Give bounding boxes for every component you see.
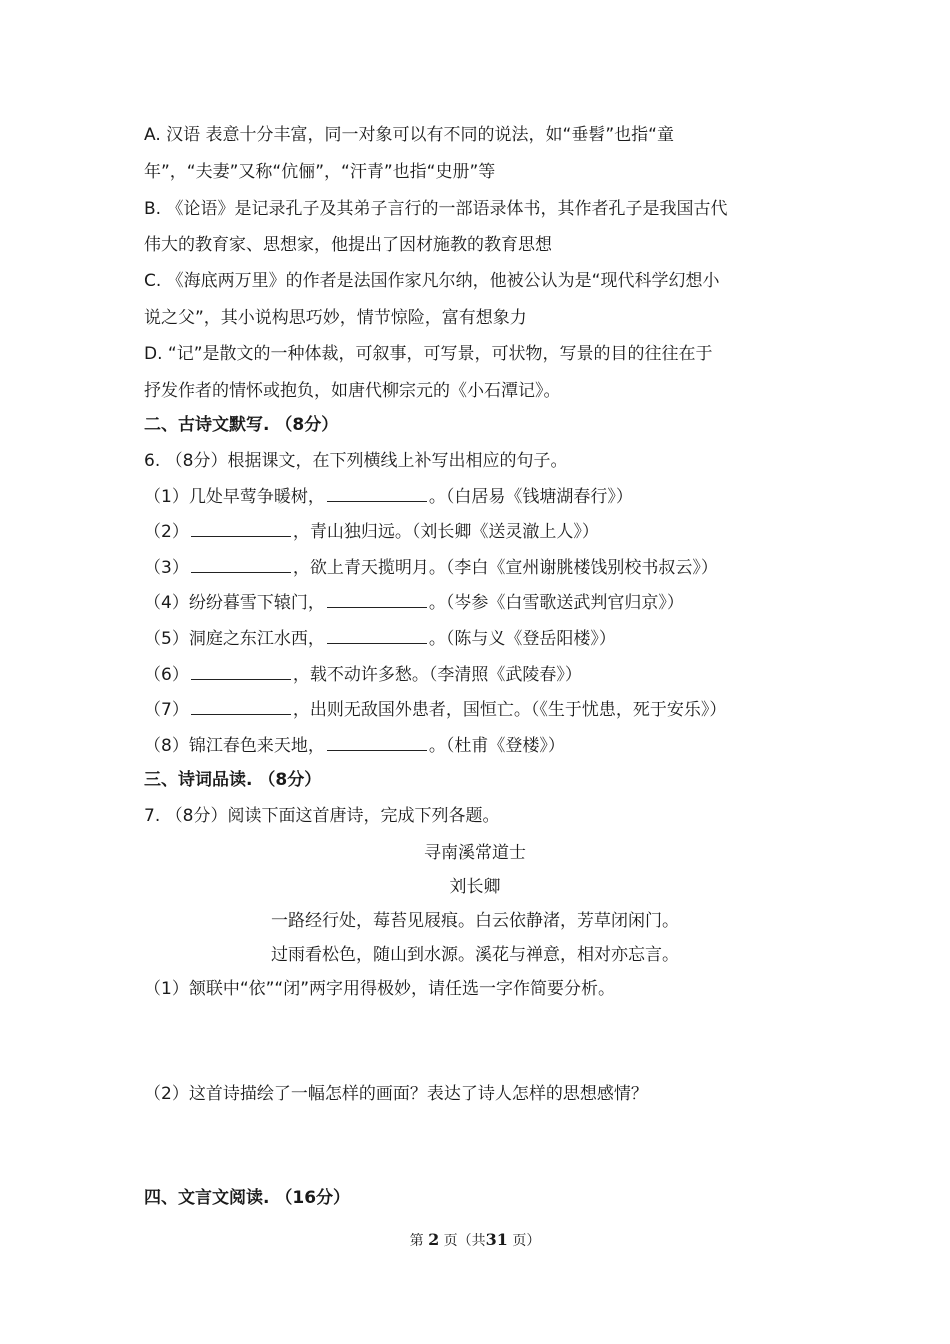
answer-blank[interactable] [327, 484, 427, 502]
fill-item-text: （8）锦江春色来天地， [144, 736, 325, 756]
fill-item-source: 。（陈与义《登岳阳楼》） [428, 629, 616, 649]
option-c-line2: 说之父”，其小说构思巧妙，情节惊险，富有想象力 [144, 308, 527, 328]
section-heading-3: 三、诗词品读. （8分） [144, 770, 322, 790]
answer-blank[interactable] [327, 590, 427, 608]
question-7: 7. （8分）阅读下面这首唐诗，完成下列各题。 [144, 806, 500, 826]
fill-item-source: ，欲上青天揽明月。（李白《宣州谢朓楼饯别校书叔云》） [292, 558, 718, 578]
option-a-line1: A. 汉语 表意十分丰富，同一对象可以有不同的说法，如“垂髫”也指“童 [144, 125, 674, 145]
fill-item-source: ，出则无敌国外患者，国恒亡。（《生于忧患，死于安乐》） [292, 700, 727, 720]
answer-blank[interactable] [327, 733, 427, 751]
question-7-part-1: （1）颔联中“依”“闭”两字用得极妙，请任选一字作简要分析。 [144, 979, 616, 999]
question-7-part-2: （2）这首诗描绘了一幅怎样的画面？表达了诗人怎样的思想感情？ [144, 1084, 648, 1104]
answer-blank[interactable] [191, 519, 291, 537]
fill-item-6 [144, 662, 582, 687]
total-pages: 31 [485, 1230, 508, 1249]
fill-item-source: 。（岑参《白雪歌送武判官归京》） [428, 593, 684, 613]
answer-blank[interactable] [327, 626, 427, 644]
fill-item-source: ，载不动许多愁。（李清照《武陵春》） [292, 665, 582, 685]
footer-mid: 页（共 [443, 1233, 486, 1249]
question-6: 6. （8分）根据课文，在下列横线上补写出相应的句子。 [144, 451, 568, 471]
fill-item-text: （7） [144, 700, 189, 720]
fill-item-source: 。（杜甫《登楼》） [428, 736, 565, 756]
fill-item-text: （5）洞庭之东江水西， [144, 629, 325, 649]
poem-author: 刘长卿 [449, 877, 501, 897]
option-c-line1: C. 《海底两万里》的作者是法国作家凡尔纳，他被公认为是“现代科学幻想小 [144, 271, 720, 291]
poem-line-1: 一路经行处，莓苔见屐痕。白云依静渚，芳草闭闲门。 [271, 911, 679, 931]
option-b-line2: 伟大的教育家、思想家，他提出了因材施教的教育思想 [144, 235, 552, 255]
fill-item-text: （2） [144, 522, 189, 542]
fill-item-source: 。（白居易《钱塘湖春行》） [428, 487, 633, 507]
fill-item-3 [144, 555, 718, 580]
option-d-line1: D. “记”是散文的一种体裁，可叙事，可写景，可状物，写景的目的往往在于 [144, 344, 713, 364]
answer-blank[interactable] [191, 697, 291, 715]
option-a-line2: 年”，“夫妻”又称“伉俪”，“汗青”也指“史册”等 [144, 162, 496, 182]
poem-line-2: 过雨看松色，随山到水源。溪花与禅意，相对亦忘言。 [271, 945, 679, 965]
footer-prefix: 第 [409, 1233, 424, 1249]
fill-item-2 [144, 519, 599, 544]
fill-item-7 [144, 697, 726, 722]
fill-item-4 [144, 590, 684, 615]
section-heading-4: 四、文言文阅读. （16分） [144, 1188, 351, 1208]
fill-item-5 [144, 626, 616, 651]
fill-item-text: （6） [144, 665, 189, 685]
poem-title: 寻南溪常道士 [424, 843, 526, 863]
fill-item-source: ，青山独归远。（刘长卿《送灵澈上人》） [292, 522, 599, 542]
answer-blank[interactable] [191, 662, 291, 680]
fill-item-8 [144, 733, 565, 758]
page-number: 2 [428, 1230, 440, 1249]
fill-item-1 [144, 484, 633, 509]
option-b-line1: B. 《论语》是记录孔子及其弟子言行的一部语录体书，其作者孔子是我国古代 [144, 199, 728, 219]
option-d-line2: 抒发作者的情怀或抱负，如唐代柳宗元的《小石潭记》。 [144, 381, 561, 401]
section-heading-2: 二、古诗文默写. （8分） [144, 415, 339, 435]
fill-item-text: （3） [144, 558, 189, 578]
footer-suffix: 页） [512, 1233, 541, 1249]
page-footer [0, 1230, 950, 1251]
fill-item-text: （4）纷纷暮雪下辕门， [144, 593, 325, 613]
answer-blank[interactable] [191, 555, 291, 573]
fill-item-text: （1）几处早莺争暖树， [144, 487, 325, 507]
